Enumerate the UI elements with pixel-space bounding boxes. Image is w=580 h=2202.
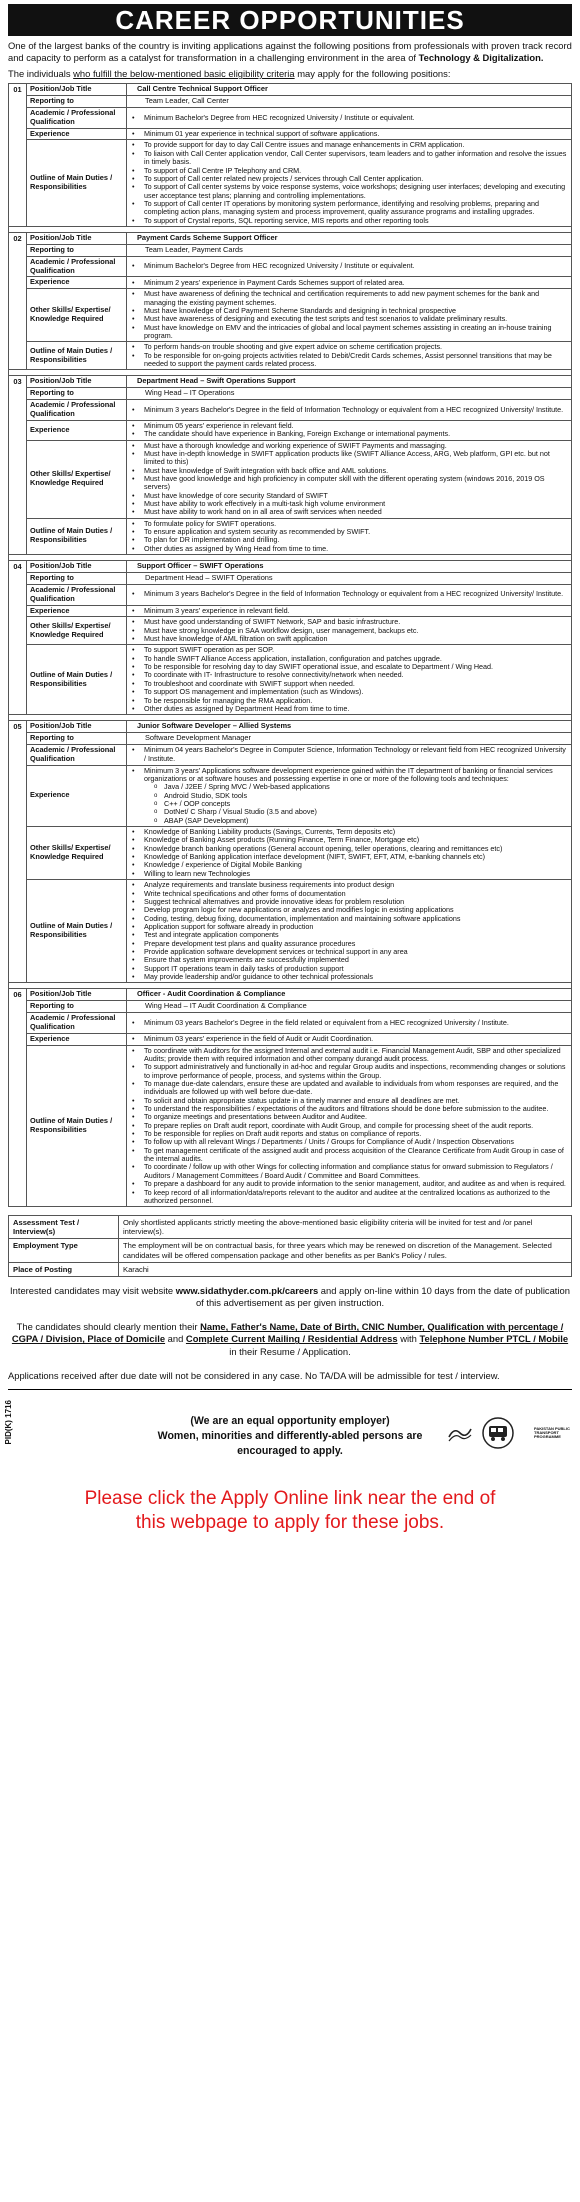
table-row [9, 376, 572, 388]
bullet-item: • Must have good understanding of SWIFT Network, SAP and basic infrastructure. [130, 618, 568, 626]
table-row [9, 645, 572, 715]
qualification-cell [127, 744, 572, 765]
eligibility-paragraph: The individuals who fulfill the below-mentioned basic eligibility criteria may apply for the following positions: [8, 68, 451, 80]
reporting-to: Department Head – SWIFT Operations [127, 572, 572, 584]
bullet-item: • To troubleshoot and coordinate with SWIFT support when needed. [130, 680, 568, 688]
table-row [9, 605, 572, 617]
field-label: Other Skills/ Expertise/ Knowledge Required [27, 440, 127, 518]
position-number: 04 [9, 561, 27, 715]
experience-cell [127, 1033, 572, 1045]
skills-cell [127, 440, 572, 518]
bus-icon [481, 1416, 531, 1450]
page-title: CAREER OPPORTUNITIES [8, 4, 572, 36]
skills-cell [127, 827, 572, 880]
field-label: Other Skills/ Expertise/ Knowledge Required [27, 289, 127, 342]
term-value: Only shortlisted applicants strictly meeting the above-mentioned basic eligibility criteria will be invited for test and /or panel interview(s). [119, 1216, 572, 1239]
job-title: Support Officer – SWIFT Operations [127, 561, 572, 573]
field-label: Outline of Main Duties / Responsibilities [27, 1045, 127, 1207]
required-details: The candidates should clearly mention their Name, Father's Name, Date of Birth, CNIC Number, Qualification with percentage / CGPA / Division, Place of Domicile and Complete Current Mailing / Residential Address with Telephone Number PTCL / Mobile in their Resume / Application. [11, 1321, 569, 1357]
bullet-list [130, 607, 568, 615]
bullet-item: • Develop program logic for new applications or analyzes and modifies logic in existing applications [130, 906, 568, 914]
table-row [9, 1262, 572, 1276]
bullet-item: • Knowledge of Banking Liability products (Savings, Currents, Term deposits etc) [130, 828, 568, 836]
table-row [9, 256, 572, 277]
bullet-item: • To support SWIFT operation as per SOP. [130, 646, 568, 654]
table-row [9, 1045, 572, 1207]
table-row [9, 1033, 572, 1045]
bullet-item: • Must have good knowledge and high proficiency in computer skill with the different operating system (windows 2016, 2019 OS servers) [130, 475, 568, 492]
bullet-item: • To understand the responsibilities / expectations of the auditors and filtrations should be done before submission to the auditee. [130, 1105, 568, 1113]
bullet-item: • To coordinate / follow up with other Wings for collecting information and compliance status for onward submission to Regulators / Auditors / Management Committees / Board Audit / Committee and Board Committees. [130, 1163, 568, 1180]
bullet-item: • Minimum 3 years Bachelor's Degree in the field of Information Technology or equivalent from a HEC recognized University/ Institute. [130, 406, 568, 414]
bullet-list [130, 141, 568, 224]
bullet-item: • To support of Crystal reports, SQL reporting service, MIS reports and other reporting tools [130, 217, 568, 225]
bullet-item: • The candidate should have experience in Banking, Foreign Exchange or international payments. [130, 430, 568, 438]
field-label: Position/Job Title [27, 989, 127, 1001]
table-row [9, 1013, 572, 1034]
bullet-item: • To formulate policy for SWIFT operations. [130, 520, 568, 528]
term-label: Assessment Test / Interview(s) [9, 1216, 119, 1239]
field-label: Academic / Professional Qualification [27, 744, 127, 765]
bullet-list [130, 828, 568, 878]
position-number: 03 [9, 376, 27, 555]
bullet-list [130, 1019, 568, 1027]
bullet-item: • Minimum 04 years Bachelor's Degree in Computer Science, Information Technology or relevant field from HEC recognized University / Institute. [130, 746, 568, 763]
duties-cell [127, 880, 572, 983]
field-label: Reporting to [27, 1001, 127, 1013]
bullet-item: • Knowledge / experience of Digital Mobile Banking [130, 861, 568, 869]
field-label: Position/Job Title [27, 84, 127, 96]
reporting-to: Wing Head – IT Audit Coordination & Compliance [127, 1001, 572, 1013]
table-row [9, 84, 572, 96]
bullet-list [130, 343, 568, 368]
bullet-list [130, 406, 568, 414]
bullet-item: • Minimum 3 years' experience in relevant field. [130, 607, 568, 615]
bullet-item: • To coordinate with Auditors for the assigned Internal and external audit i.e. Financial Management Audit, SBP and other specialized Audits; provide them with required information and other company durangd audit process. [130, 1047, 568, 1064]
bullet-item: • Must have strong knowledge in SAA workflow design, user management, backups etc. [130, 627, 568, 635]
table-row [9, 342, 572, 370]
position-number: 02 [9, 232, 27, 369]
bullet-item: • To provide support for day to day Call Centre issues and manage enhancements in CRM application. [130, 141, 568, 149]
bullet-item: • To support of Call center systems by voice response systems, voice workshops; designing user interfaces; developing and executing user acceptance test plans; planning and controlling implementations. [130, 183, 568, 200]
bullet-list [130, 279, 568, 287]
bullet-item: • Must have a thorough knowledge and working experience of SWIFT Payments and massaging. [130, 442, 568, 450]
experience-cell [127, 420, 572, 440]
bullet-item: • To support of Call Centre IP Telephony and CRM. [130, 167, 568, 175]
bullet-item: • Minimum 3 years Bachelor's Degree in the field of Information Technology or equivalent from a HEC recognized University/ Institute. [130, 590, 568, 598]
table-row [9, 561, 572, 573]
bullet-item: • Provide application software development services or technical support in any area [130, 948, 568, 956]
bullet-item: • To support administratively and functionally in ad-hoc and regular Group audits and inspections, recommending changes or solutions to improve performance of people, process, and systems within the Group. [130, 1063, 568, 1080]
skills-cell [127, 617, 572, 645]
field-label: Outline of Main Duties / Responsibilities [27, 140, 127, 226]
qualification-cell [127, 107, 572, 128]
bullet-item: • To organize meetings and presentations between Auditor and Auditee. [130, 1113, 568, 1121]
bullet-list [130, 262, 568, 270]
bullet-item: • Must have ability to work effectively in a multi-task high volume environment [130, 500, 568, 508]
bullet-item: • Suggest technical alternatives and provide innovative ideas for problem resolution [130, 898, 568, 906]
bullet-list [130, 290, 568, 340]
bullet-item: • Must have ability to work hand on in all area of swift services when needed [130, 508, 568, 516]
table-row [9, 107, 572, 128]
bullet-item: • To plan for DR implementation and drilling. [130, 536, 568, 544]
position-number: 06 [9, 989, 27, 1207]
field-label: Experience [27, 1033, 127, 1045]
bullet-item: • Knowledge of Banking application interface development (NIFT, SWIFT, EFT, ATM, e-banking channels etc) [130, 853, 568, 861]
field-label: Academic / Professional Qualification [27, 584, 127, 605]
footer-logos [447, 1416, 570, 1450]
field-label: Experience [27, 605, 127, 617]
bullet-item: • Minimum 3 years' Applications software development experience gained within the IT department of banking or financial services organizations or at software houses and possessing expertise in one or more of the following tools and techniques: [130, 767, 568, 784]
job-title: Department Head – Swift Operations Support [127, 376, 572, 388]
bullet-item: • Must have awareness of defining the technical and certification requirements to add new payment schemes for the bank and managing the existing payment schemes. [130, 290, 568, 307]
bullet-list [130, 130, 568, 138]
field-label: Academic / Professional Qualification [27, 256, 127, 277]
sub-bullet-item: o Android Studio, SDK tools [130, 792, 568, 800]
bullet-item: • To be responsible for resolving day to day SWIFT operational issue, and escalate to Department / Wing Head. [130, 663, 568, 671]
sub-bullet-item: o Java / J2EE / Spring MVC / Web-based applications [130, 783, 568, 791]
bullet-item: • Must have in-depth knowledge in SWIFT application products like (SWIFT Alliance Access, ARG, Web platform, GPI etc. but not limited to this) [130, 450, 568, 467]
bullet-list [130, 618, 568, 643]
table-row [9, 733, 572, 745]
table-row [9, 572, 572, 584]
careers-website-link[interactable]: www.sidathyder.com.pk/careers [175, 1284, 319, 1296]
bullet-item: • Must have knowledge of Swift integration with back office and AML solutions. [130, 467, 568, 475]
field-label: Position/Job Title [27, 376, 127, 388]
bullet-item: • Other duties as assigned by Department Head from time to time. [130, 705, 568, 713]
table-row [9, 232, 572, 244]
duties-cell [127, 1045, 572, 1207]
bullet-item: • Must have knowledge of Card Payment Scheme Standards and designing in technical prospective [130, 307, 568, 315]
apply-instructions: Interested candidates may visit website www.sidathyder.com.pk/careers and apply on-line within 10 days from the date of publication of this advertisement as per given instruction. [10, 1284, 570, 1308]
bullet-item: • Prepare development test plans and quality assurance procedures [130, 940, 568, 948]
bullet-item: • Minimum Bachelor's Degree from HEC recognized University / Institute or equivalent. [130, 262, 568, 270]
bullet-list [130, 646, 568, 713]
table-row [9, 289, 572, 342]
bullet-list [130, 114, 568, 122]
sub-bullet-item: o DotNet/ C Sharp / Visual Studio (3.5 and above) [130, 808, 568, 816]
bullet-item: • To support OS management and implementation (such as Windows). [130, 688, 568, 696]
bullet-item: • Minimum 01 year experience in technical support of software applications. [130, 130, 568, 138]
bullet-item: • Willing to learn new Technologies [130, 870, 568, 878]
bullet-list [130, 590, 568, 598]
programme-logo: PAKISTAN PUBLIC TRANSPORT PROGRAMME [481, 1416, 570, 1450]
table-row [9, 420, 572, 440]
term-label: Employment Type [9, 1239, 119, 1262]
bullet-item: • Knowledge branch banking operations (General account opening, teller operations, clearing and remittances etc) [130, 845, 568, 853]
field-label: Outline of Main Duties / Responsibilities [27, 342, 127, 370]
bullet-item: • Test and integrate application components [130, 931, 568, 939]
bank-logo-icon [447, 1423, 473, 1443]
equal-opportunity-statement: (We are an equal opportunity employer) Women, minorities and differently-abled persons are encouraged to apply. [157, 1415, 423, 1457]
field-label: Reporting to [27, 388, 127, 400]
field-label: Outline of Main Duties / Responsibilities [27, 518, 127, 554]
reporting-to: Software Development Manager [127, 733, 572, 745]
bullet-item: • To perform hands-on trouble shooting and give expert advice on scheme certification projects. [130, 343, 568, 351]
bullet-item: • To prepare a dashboard for any audit to provide information to the senior management, auditor, and auditee as and when is required. [130, 1180, 568, 1188]
terms-table [8, 1215, 572, 1277]
footer [4, 1389, 572, 1479]
field-label: Reporting to [27, 733, 127, 745]
job-title: Junior Software Developer – Allied Systems [127, 721, 572, 733]
bullet-item: • To manage due-date calendars, ensure these are updated and available to individuals from whom responses are required, and the individuals are followed up with well before due-date. [130, 1080, 568, 1097]
bullet-item: • To ensure application and system security as recommended by SWIFT. [130, 528, 568, 536]
qualification-cell [127, 400, 572, 421]
experience-cell [127, 605, 572, 617]
table-row [9, 1239, 572, 1262]
table-row [9, 400, 572, 421]
reporting-to: Wing Head – IT Operations [127, 388, 572, 400]
reporting-to: Team Leader, Call Center [127, 95, 572, 107]
field-label: Academic / Professional Qualification [27, 1013, 127, 1034]
bullet-item: • To keep record of all information/data/reports relevant to the auditor and auditee at the centralized locations as authorized to the authorized personnel. [130, 1189, 568, 1206]
table-row [9, 721, 572, 733]
table-row [9, 880, 572, 983]
bullet-item: • To support of Call center related new projects / services through Call Center application. [130, 175, 568, 183]
pid-code: PID(K) 1716 [4, 1400, 13, 1445]
duties-cell [127, 518, 572, 554]
table-row [9, 1216, 572, 1239]
table-row [9, 1001, 572, 1013]
table-row [9, 518, 572, 554]
field-label: Position/Job Title [27, 721, 127, 733]
table-row [9, 388, 572, 400]
experience-cell [127, 277, 572, 289]
field-label: Reporting to [27, 572, 127, 584]
bullet-item: • Knowledge of Banking Asset products (Running Finance, Term Finance, Mortgage etc) [130, 836, 568, 844]
bullet-list [130, 520, 568, 553]
job-title: Officer - Audit Coordination & Compliance [127, 989, 572, 1001]
position-number: 05 [9, 721, 27, 983]
bullet-item: • Must have knowledge of AML filtration on swift application [130, 635, 568, 643]
table-row [9, 95, 572, 107]
bullet-item: • To solicit and obtain appropriate status update in a timely manner and ensure all deadlines are met. [130, 1097, 568, 1105]
table-row [9, 989, 572, 1001]
duties-cell [127, 342, 572, 370]
qualification-cell [127, 1013, 572, 1034]
bullet-list [130, 746, 568, 763]
bullet-list [130, 422, 568, 439]
field-label: Reporting to [27, 244, 127, 256]
table-row [9, 244, 572, 256]
bullet-item: • Coding, testing, debug fixing, documentation, implementation and maintaining software applications [130, 915, 568, 923]
field-label: Outline of Main Duties / Responsibilities [27, 645, 127, 715]
bullet-item: • Minimum Bachelor's Degree from HEC recognized University / Institute or equivalent. [130, 114, 568, 122]
bullet-item: • Must have awareness of designing and executing the test scripts and test scenarios to validate preliminary results. [130, 315, 568, 323]
bullet-item: • Analyze requirements and translate business requirements into product design [130, 881, 568, 889]
bullet-item: • Ensure that system improvements are successfully implemented [130, 956, 568, 964]
bullet-list [130, 767, 568, 825]
table-row [9, 617, 572, 645]
positions-table [8, 83, 572, 1207]
table-row [9, 765, 572, 826]
bullet-item: • May provide leadership and/or guidance to other technical professionals [130, 973, 568, 981]
bullet-item: • Support IT operations team in daily tasks of production support [130, 965, 568, 973]
bullet-item: • Minimum 03 years' experience in the field of Audit or Audit Coordination. [130, 1035, 568, 1043]
bullet-item: • Must have knowledge of core security Standard of SWIFT [130, 492, 568, 500]
term-value: The employment will be on contractual basis, for three years which may be renewed on discretion of the Management. Selected candidates will be offered compensation package and other benefits as per Bank's Policy / rules. [119, 1239, 572, 1262]
field-label: Experience [27, 277, 127, 289]
bullet-item: • Must have knowledge on EMV and the intricacies of global and local payment schemes assisting in creating an in-house training program. [130, 324, 568, 341]
experience-cell [127, 765, 572, 826]
table-row [9, 440, 572, 518]
field-label: Position/Job Title [27, 232, 127, 244]
bullet-item: • To be responsible for managing the RMA application. [130, 697, 568, 705]
bullet-item: • To be responsible for replies on Draft audit reports and status on compliance of reports. [130, 1130, 568, 1138]
position-number: 01 [9, 84, 27, 227]
apply-online-notice: Please click the Apply Online link near the end of this webpage to apply for these jobs. [84, 1488, 496, 1533]
bullet-item: • To liaison with Call Center application vendor, Call Center supervisors, team leaders and to gather information and resolve the issues in timely basis. [130, 150, 568, 167]
bullet-item: • Other duties as assigned by Wing Head from time to time. [130, 545, 568, 553]
bullet-item: • To prepare replies on Draft audit report, coordinate with Audit Group, and compile for processing sheet of the audit reports. [130, 1122, 568, 1130]
field-label: Other Skills/ Expertise/ Knowledge Required [27, 617, 127, 645]
field-label: Reporting to [27, 95, 127, 107]
bullet-item: • To coordinate with IT- Infrastructure to resolve connectivity/network when needed. [130, 671, 568, 679]
field-label: Position/Job Title [27, 561, 127, 573]
field-label: Outline of Main Duties / Responsibilities [27, 880, 127, 983]
job-title: Payment Cards Scheme Support Officer [127, 232, 572, 244]
qualification-cell [127, 256, 572, 277]
table-row [9, 584, 572, 605]
bullet-list [130, 1035, 568, 1043]
bullet-item: • Application support for software already in production [130, 923, 568, 931]
field-label: Experience [27, 765, 127, 826]
skills-cell [127, 289, 572, 342]
sub-bullet-item: o C++ / OOP concepts [130, 800, 568, 808]
bullet-list [130, 881, 568, 981]
qualification-cell [127, 584, 572, 605]
field-label: Other Skills/ Expertise/ Knowledge Required [27, 827, 127, 880]
bullet-item: • To get management certificate of the assigned audit and process acquisition of the Clearance Certificate from Audit Group in case of the internal audits. [130, 1147, 568, 1164]
bullet-item: • To follow up with all relevant Wings / Departments / Units / Groups for Compliance of Audit / Inspection Observations [130, 1138, 568, 1146]
field-label: Academic / Professional Qualification [27, 107, 127, 128]
table-row [9, 128, 572, 140]
table-row [9, 277, 572, 289]
experience-cell [127, 128, 572, 140]
bullet-list [130, 442, 568, 517]
table-row [9, 140, 572, 226]
sub-bullet-item: o ABAP (SAP Development) [130, 817, 568, 825]
table-row [9, 744, 572, 765]
late-application-note: Applications received after due date will not be considered in any case. No TA/DA will be admissible for test / interview. [8, 1369, 500, 1381]
bullet-item: • Minimum 03 years Bachelor's Degree in the field related or equivalent from a HEC recognized University / Institute. [130, 1019, 568, 1027]
term-label: Place of Posting [9, 1262, 119, 1276]
bullet-item: • To handle SWIFT Alliance Access application, installation, configuration and patches upgrade. [130, 655, 568, 663]
bullet-item: • To be responsible for on-going projects activities related to Debit/Credit Cards schemes, Assist personnel transitions that may be needed to support the payment cards related process. [130, 352, 568, 369]
term-value: Karachi [119, 1262, 572, 1276]
field-label: Experience [27, 420, 127, 440]
bullet-list [130, 1047, 568, 1206]
duties-cell [127, 140, 572, 226]
job-title: Call Centre Technical Support Officer [127, 84, 572, 96]
reporting-to: Team Leader, Payment Cards [127, 244, 572, 256]
duties-cell [127, 645, 572, 715]
intro-paragraph: One of the largest banks of the country is inviting applications against the following positions from professionals with proven track record and capacity to perform as a catalyst for transformation in a challenging environment in the area of Technology & Digitalization. [8, 40, 572, 64]
field-label: Experience [27, 128, 127, 140]
table-row [9, 827, 572, 880]
bullet-item: • Write technical specifications and other forms of documentation [130, 890, 568, 898]
bullet-item: • To support of Call center IT operations by monitoring system performance, identifying and resolving problems, preparing and completing action plans, managing system and process improvement, quality assurance programs and installing upgrades. [130, 200, 568, 217]
field-label: Academic / Professional Qualification [27, 400, 127, 421]
bullet-item: • Minimum 05 years' experience in relevant field. [130, 422, 568, 430]
bullet-item: • Minimum 2 years' experience in Payment Cards Schemes support of related area. [130, 279, 568, 287]
